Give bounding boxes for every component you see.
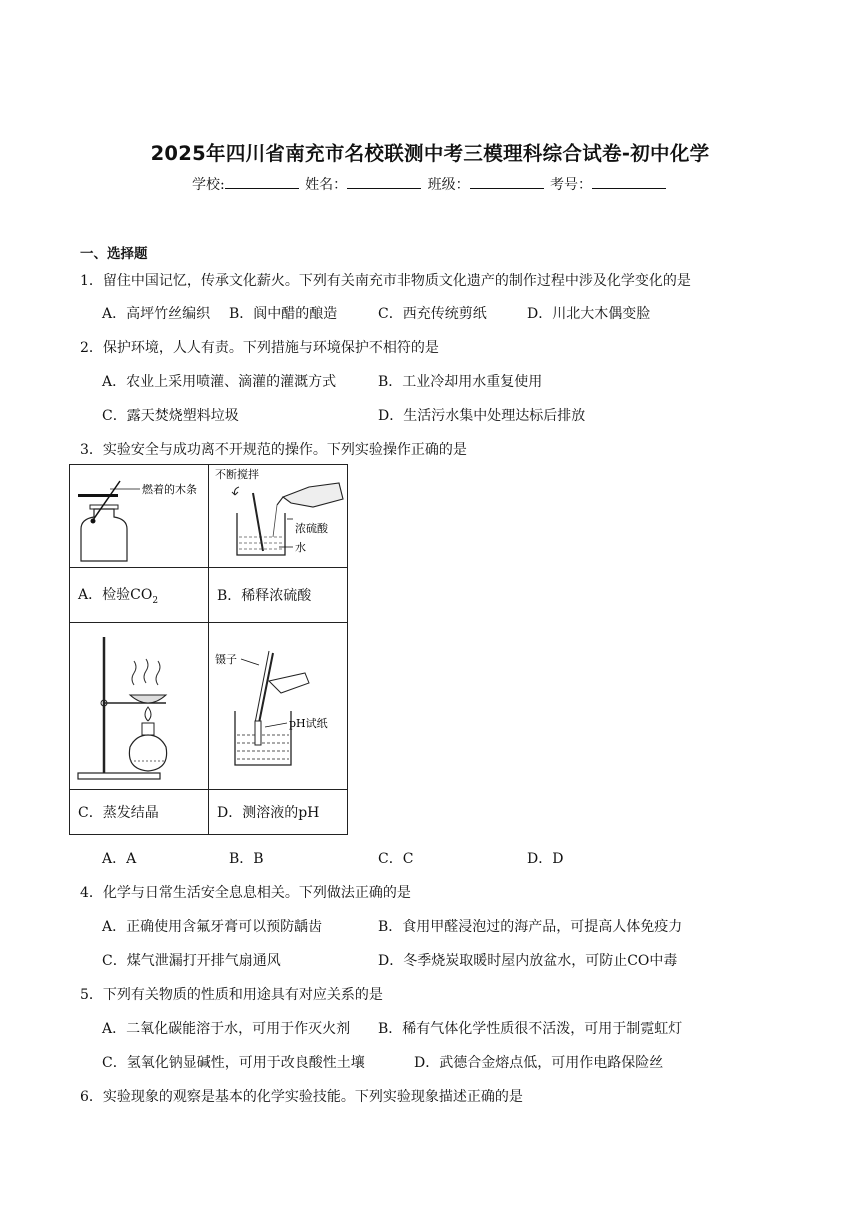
q2-option-a[interactable]: A．农业上采用喷灌、滴灌的灌溉方式 bbox=[102, 374, 337, 390]
q3-stem: 3．实验安全与成功离不开规范的操作。下列实验操作正确的是 bbox=[80, 442, 467, 458]
fig-d-label: D．测溶液的pH bbox=[217, 805, 320, 821]
q1-option-d[interactable]: D．川北大木偶变脸 bbox=[527, 306, 651, 322]
exam-no-blank[interactable] bbox=[592, 176, 666, 189]
wood-label: 燃着的木条 bbox=[142, 483, 197, 496]
fig-c-cell bbox=[70, 623, 209, 790]
student-info-line bbox=[0, 174, 860, 194]
fig-d-label-cell bbox=[209, 790, 348, 835]
q5-option-d[interactable]: D．武德合金熔点低，可用作电路保险丝 bbox=[414, 1055, 664, 1071]
acid-label: 浓硫酸 bbox=[295, 522, 328, 535]
fig-c-label: C．蒸发结晶 bbox=[78, 805, 159, 821]
fig-a-cell bbox=[70, 465, 209, 568]
q2-option-d[interactable]: D．生活污水集中处理达标后排放 bbox=[378, 408, 586, 424]
fig-b-cell bbox=[209, 465, 348, 568]
q3-option-a[interactable]: A．A bbox=[102, 851, 137, 867]
q2-option-b[interactable]: B．工业冷却用水重复使用 bbox=[378, 374, 543, 390]
q3-option-c[interactable]: C．C bbox=[378, 851, 414, 867]
co2-test-figure bbox=[70, 465, 208, 567]
name-blank[interactable] bbox=[347, 176, 421, 189]
class-blank[interactable] bbox=[470, 176, 544, 189]
q5-option-c[interactable]: C．氢氧化钠显碱性，可用于改良酸性土壤 bbox=[102, 1055, 365, 1071]
q1-option-a[interactable]: A．高坪竹丝编织 bbox=[102, 306, 211, 322]
fig-b-label: B．稀释浓硫酸 bbox=[217, 588, 312, 604]
fig-b-label-cell bbox=[209, 568, 348, 623]
q1-option-c[interactable]: C．西充传统剪纸 bbox=[378, 306, 487, 322]
fig-c-label-cell bbox=[70, 790, 209, 835]
q4-option-b[interactable]: B．食用甲醛浸泡过的海产品，可提高人体免疫力 bbox=[378, 919, 683, 935]
q2-stem: 2．保护环境，人人有责。下列措施与环境保护不相符的是 bbox=[80, 340, 439, 356]
q3-figure-table bbox=[69, 464, 348, 835]
q1-stem: 1．留住中国记忆，传承文化薪火。下列有关南充市非物质文化遗产的制作过程中涉及化学变化的是 bbox=[80, 273, 691, 289]
fig-d-cell bbox=[209, 623, 348, 790]
q5-stem: 5．下列有关物质的性质和用途具有对应关系的是 bbox=[80, 987, 383, 1003]
q3-option-d[interactable]: D．D bbox=[527, 851, 564, 867]
school-label: 学校: bbox=[191, 177, 225, 193]
section-heading: 一、选择题 bbox=[80, 246, 148, 262]
stir-label: 不断搅拌 bbox=[215, 468, 259, 481]
name-label: 姓名： bbox=[305, 177, 348, 193]
fig-a-label-cell bbox=[70, 568, 209, 623]
exam-title: 2025年四川省南充市名校联测中考三模理科综合试卷-初中化学 bbox=[150, 142, 710, 165]
tweezers-label: 镊子 bbox=[215, 653, 237, 666]
q4-option-d[interactable]: D．冬季烧炭取暖时屋内放盆水，可防止CO中毒 bbox=[378, 953, 678, 969]
q4-stem: 4．化学与日常生活安全息息相关。下列做法正确的是 bbox=[80, 885, 411, 901]
school-blank[interactable] bbox=[225, 176, 299, 189]
water-label: 水 bbox=[295, 541, 306, 554]
evaporation-figure bbox=[70, 623, 208, 789]
q5-option-a[interactable]: A．二氧化碳能溶于水，可用于作灭火剂 bbox=[102, 1021, 351, 1037]
q6-stem: 6．实验现象的观察是基本的化学实验技能。下列实验现象描述正确的是 bbox=[80, 1089, 523, 1105]
q3-option-b[interactable]: B．B bbox=[229, 851, 264, 867]
fig-a-label: A．检验CO bbox=[78, 587, 153, 604]
dilute-acid-figure bbox=[209, 465, 347, 567]
class-label: 班级： bbox=[427, 177, 470, 193]
q4-option-a[interactable]: A．正确使用含氟牙膏可以预防龋齿 bbox=[102, 919, 323, 935]
fig-a-label-sub: 2 bbox=[152, 595, 159, 606]
ph-test-figure bbox=[209, 623, 347, 789]
q1-option-b[interactable]: B．阆中醋的酿造 bbox=[229, 306, 338, 322]
q4-option-c[interactable]: C．煤气泄漏打开排气扇通风 bbox=[102, 953, 281, 969]
ph-paper-label: pH试纸 bbox=[289, 717, 328, 730]
exam-no-label: 考号： bbox=[550, 177, 593, 193]
q2-option-c[interactable]: C．露天焚烧塑料垃圾 bbox=[102, 408, 239, 424]
q5-option-b[interactable]: B．稀有气体化学性质很不活泼，可用于制霓虹灯 bbox=[378, 1021, 683, 1037]
